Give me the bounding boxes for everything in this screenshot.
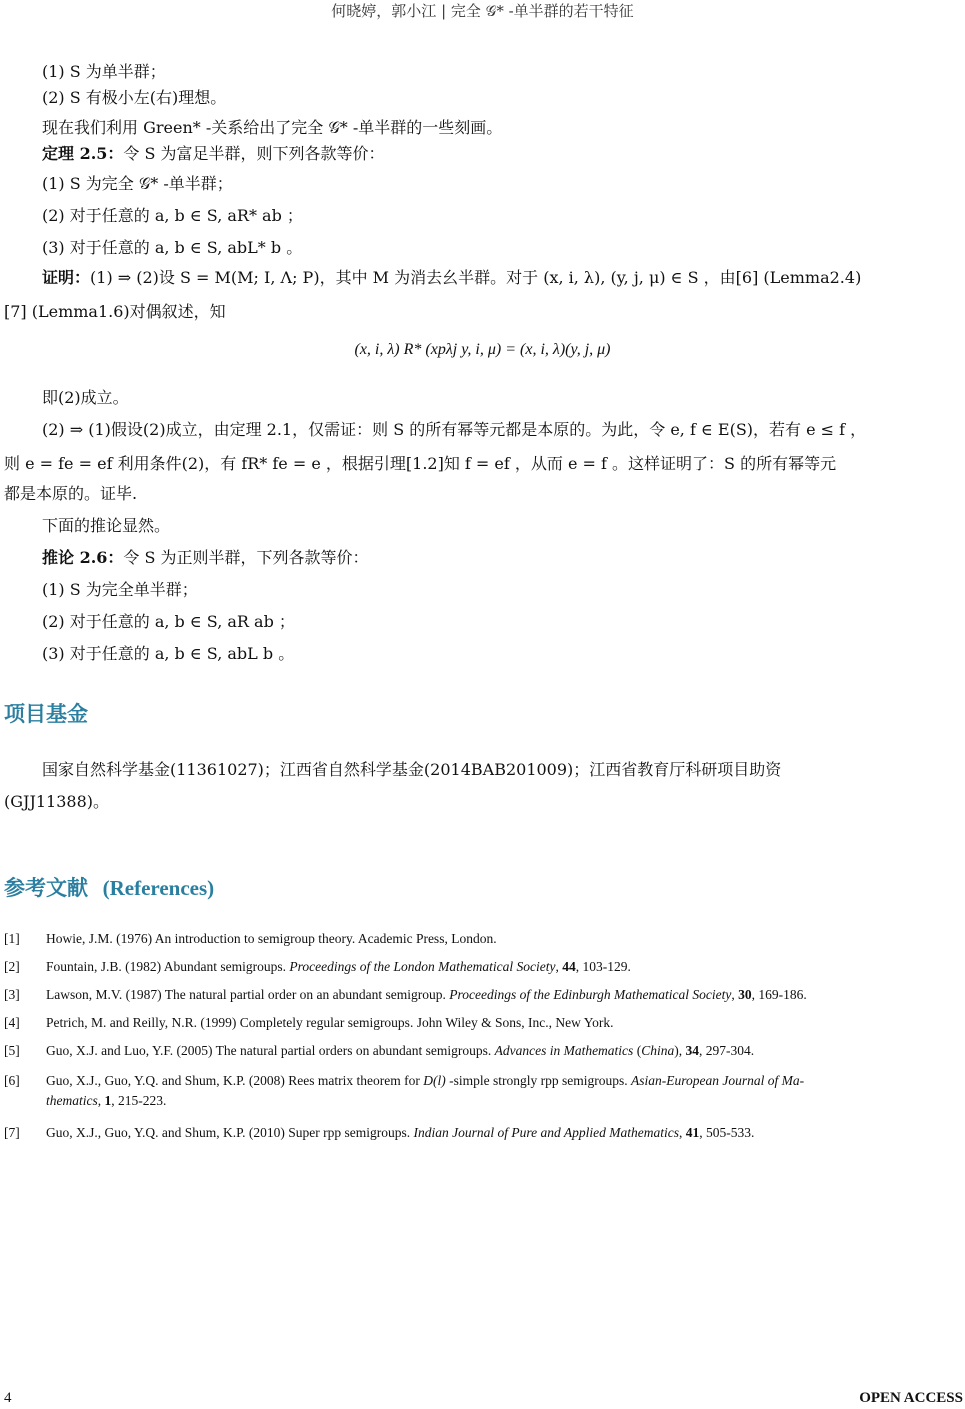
corollary-2-6	[42, 548, 369, 568]
reference-text: Lawson, M.V. (1987) The natural partial order on an abundant semigroup. Proceedings of the Edinburgh Mathematical Society, 30, 169-186.	[46, 987, 807, 1002]
funding-heading: 项目基金	[4, 702, 88, 726]
reference-number: [1]	[4, 931, 20, 946]
reference-text: Guo, X.J. and Luo, Y.F. (2005) The natural partial orders on abundant semigroups. Advances in Mathematics (China), 34, 297-304.	[46, 1043, 755, 1058]
proof-text-1: (1) ⇒ (2)设 S = M(M; I, Λ; P)，其中 M 为消去幺半群。对于 (x, i, λ), (y, j, μ) ∈ S ，由[6] (Lemma2.4)	[90, 268, 862, 287]
running-header: 何晓婷，郭小江 | 完全 𝒢* -单半群的若干特征	[331, 2, 634, 20]
proof-line-1	[42, 268, 861, 288]
reference-5	[4, 1042, 962, 1062]
reference-1	[4, 930, 962, 950]
corollary-label: 推论 2.6：	[42, 548, 124, 567]
corollary-item-2: (2) 对于任意的 a, b ∈ S, aR ab ；	[42, 612, 295, 631]
theorem-item-2: (2) 对于任意的 a, b ∈ S, aR* ab ；	[42, 206, 303, 225]
open-access-label: OPEN ACCESS	[859, 1390, 963, 1406]
proof-line-3: 即(2)成立。	[42, 388, 129, 407]
theorem-item-1: (1) S 为完全 𝒢* -单半群；	[42, 174, 233, 193]
proof-line-5: 则 e = fe = ef 利用条件(2)，有 fR* fe = e ，根据引理[1.2]知 f = ef ，从而 e = f 。这样证明了：S 的所有幂等元	[4, 454, 837, 473]
reference-number: [6]	[4, 1073, 20, 1088]
corollary-intro: 下面的推论显然。	[42, 516, 171, 535]
proof-line-6: 都是本原的。证毕.	[4, 484, 138, 503]
theorem-item-3: (3) 对于任意的 a, b ∈ S, abL* b 。	[42, 238, 303, 257]
reference-text: Fountain, J.B. (1982) Abundant semigroups. Proceedings of the London Mathematical Society, 44, 103-129.	[46, 959, 631, 974]
reference-text: Howie, J.M. (1976) An introduction to semigroup theory. Academic Press, London.	[46, 931, 497, 946]
reference-number: [5]	[4, 1043, 20, 1058]
reference-number: [4]	[4, 1015, 20, 1030]
reference-number: [2]	[4, 959, 20, 974]
corollary-text: 令 S 为正则半群，下列各款等价：	[123, 548, 369, 567]
reference-text: Guo, X.J., Guo, Y.Q. and Shum, K.P. (2010) Super rpp semigroups. Indian Journal of Pure and Applied Mathematics, 41, 505-533.	[46, 1125, 755, 1140]
theorem-label: 定理 2.5：	[42, 144, 124, 163]
condition-2: (2) S 有极小左(右)理想。	[42, 88, 227, 107]
reference-text: Petrich, M. and Reilly, N.R. (1999) Completely regular semigroups. John Wiley & Sons, Inc., New York.	[46, 1015, 614, 1030]
theorem-2-5	[42, 144, 385, 164]
page-number: 4	[4, 1390, 12, 1406]
references-title-en: (References)	[102, 876, 215, 900]
funding-line-2: (GJJ11388)。	[4, 792, 109, 811]
intro-sentence: 现在我们利用 Green* -关系给出了完全 𝒢* -单半群的一些刻画。	[42, 118, 503, 137]
condition-1: (1) S 为单半群；	[42, 62, 166, 81]
reference-4	[4, 1014, 962, 1034]
corollary-item-3: (3) 对于任意的 a, b ∈ S, abL b 。	[42, 644, 295, 663]
references-heading	[4, 872, 214, 902]
corollary-item-1: (1) S 为完全单半群；	[42, 580, 198, 599]
reference-6	[4, 1072, 962, 1112]
funding-line-1: 国家自然科学基金(11361027)；江西省自然科学基金(2014BAB201009)；江西省教育厅科研项目助资	[42, 760, 782, 779]
theorem-text: 令 S 为富足半群，则下列各款等价：	[123, 144, 385, 163]
proof-line-4: (2) ⇒ (1)假设(2)成立，由定理 2.1，仅需证：则 S 的所有幂等元都是本原的。为此，令 e, f ∈ E(S)，若有 e ≤ f ，	[42, 420, 867, 439]
reference-text-cont: thematics, 1, 215-223.	[46, 1093, 167, 1108]
references-title-cn: 参考文献	[4, 876, 88, 900]
reference-3	[4, 986, 962, 1006]
reference-text: Guo, X.J., Guo, Y.Q. and Shum, K.P. (2008) Rees matrix theorem for D(l) -simple strongly rpp semigroups. Asian-European Journal of Ma-	[46, 1073, 805, 1088]
reference-7	[4, 1124, 962, 1144]
proof-label: 证明：	[42, 268, 91, 287]
proof-line-2: [7] (Lemma1.6)对偶叙述，知	[4, 302, 226, 321]
reference-number: [3]	[4, 987, 20, 1002]
reference-2	[4, 958, 962, 978]
reference-number: [7]	[4, 1125, 20, 1140]
equation: (x, i, λ) R* (xpλj y, i, μ) = (x, i, λ)(y, j, μ)	[354, 341, 611, 358]
